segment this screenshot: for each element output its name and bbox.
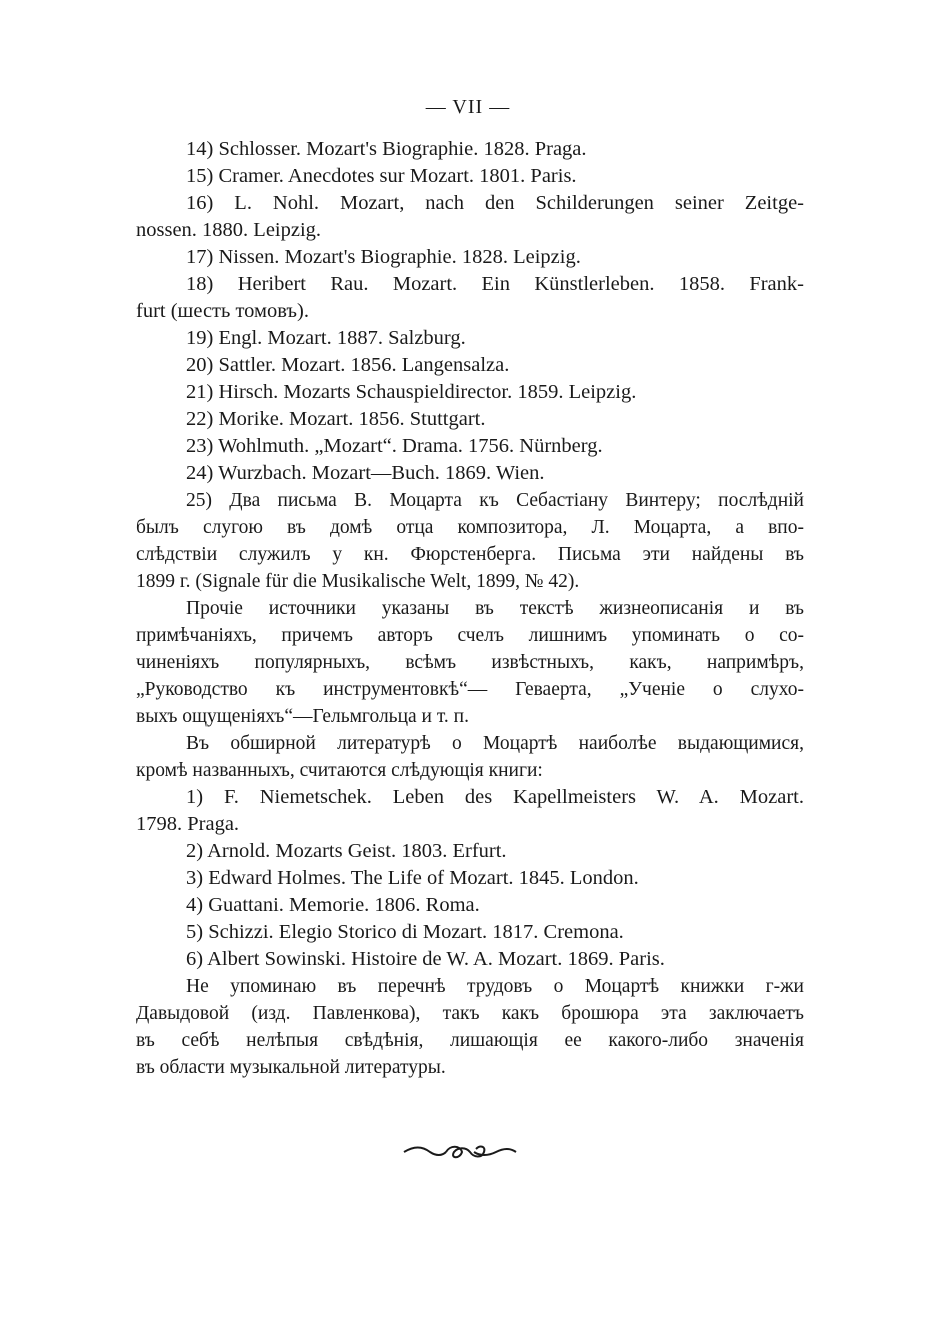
reference-20: 20) Sattler. Mozart. 1856. Langensalza. — [186, 354, 510, 376]
outstanding-intro-line1: Въ обширной литературѣ о Моцартѣ наиболѣе выдающимися, — [186, 733, 804, 754]
reference-15: 15) Cramer. Anecdotes sur Mozart. 1801. Paris. — [186, 165, 577, 187]
closing-line3: въ себѣ нелѣпыя свѣдѣнія, лишающія ее какого-либо значенія — [136, 1030, 804, 1051]
outstanding-1-cont: 1798. Praga. — [136, 813, 240, 835]
other-sources-line2: примѣчаніяхъ, причемъ авторъ счелъ лишнимъ упоминать о со- — [136, 625, 804, 646]
outstanding-5: 5) Schizzi. Elegio Storico di Mozart. 1817. Cremona. — [186, 921, 624, 943]
closing-line4: въ области музыкальной литературы. — [136, 1057, 446, 1078]
reference-25-line2: былъ слугою въ домѣ отца композитора, Л. Моцарта, а впо- — [136, 517, 804, 538]
reference-19: 19) Engl. Mozart. 1887. Salzburg. — [186, 327, 466, 349]
reference-17: 17) Nissen. Mozart's Biographie. 1828. Leipzig. — [186, 246, 581, 268]
reference-18-cont: furt (шесть томовъ). — [136, 300, 309, 322]
closing-line1: Не упоминаю въ перечнѣ трудовъ о Моцартѣ книжки г-жи — [186, 976, 804, 997]
outstanding-1: 1) F. Niemetschek. Leben des Kapellmeisters W. A. Mozart. — [186, 786, 804, 808]
outstanding-2: 2) Arnold. Mozarts Geist. 1803. Erfurt. — [186, 840, 507, 862]
outstanding-3: 3) Edward Holmes. The Life of Mozart. 1845. London. — [186, 867, 639, 889]
other-sources-line4: „Руководство къ инструментовкѣ“— Геваерта, „Ученіе о слухо- — [136, 679, 804, 700]
reference-22: 22) Morike. Mozart. 1856. Stuttgart. — [186, 408, 486, 430]
outstanding-4: 4) Guattani. Memorie. 1806. Roma. — [186, 894, 480, 916]
reference-25-line3: слѣдствіи служилъ у кн. Фюрстенберга. Письма эти найдены въ — [136, 544, 804, 565]
outstanding-6: 6) Albert Sowinski. Histoire de W. A. Mozart. 1869. Paris. — [186, 948, 665, 970]
reference-25-line4: 1899 г. (Signale für die Musikalische Welt, 1899, № 42). — [136, 571, 580, 592]
page-body — [136, 136, 804, 1081]
reference-18: 18) Heribert Rau. Mozart. Ein Künstlerleben. 1858. Frank- — [186, 273, 804, 295]
reference-14: 14) Schlosser. Mozart's Biographie. 1828. Praga. — [186, 138, 587, 160]
closing-line2: Давыдовой (изд. Павленкова), такъ какъ брошюра эта заключаетъ — [136, 1003, 804, 1024]
other-sources-line3: чиненіяхъ популярныхъ, всѣмъ извѣстныхъ, какъ, напримѣръ, — [136, 652, 804, 673]
reference-16: 16) L. Nohl. Mozart, nach den Schilderungen seiner Zeitge- — [186, 192, 804, 214]
reference-23: 23) Wohlmuth. „Mozart“. Drama. 1756. Nürnberg. — [186, 435, 603, 457]
reference-16-cont: nossen. 1880. Leipzig. — [136, 219, 322, 241]
other-sources-line1: Прочіе источники указаны въ текстѣ жизнеописанія и въ — [186, 598, 804, 619]
reference-21: 21) Hirsch. Mozarts Schauspieldirector. 1859. Leipzig. — [186, 381, 637, 403]
other-sources-line5: выхъ ощущеніяхъ“—Гельмгольца и т. п. — [136, 706, 469, 727]
ornament-flourish-icon — [400, 1142, 520, 1162]
page-number: — VII — — [425, 96, 511, 118]
reference-25: 25) Два письма В. Моцарта къ Себастіану Винтеру; послѣдній — [186, 490, 804, 511]
reference-24: 24) Wurzbach. Mozart—Buch. 1869. Wien. — [186, 462, 545, 484]
outstanding-intro-line2: кромѣ названныхъ, считаются слѣдующія книги: — [136, 760, 543, 781]
